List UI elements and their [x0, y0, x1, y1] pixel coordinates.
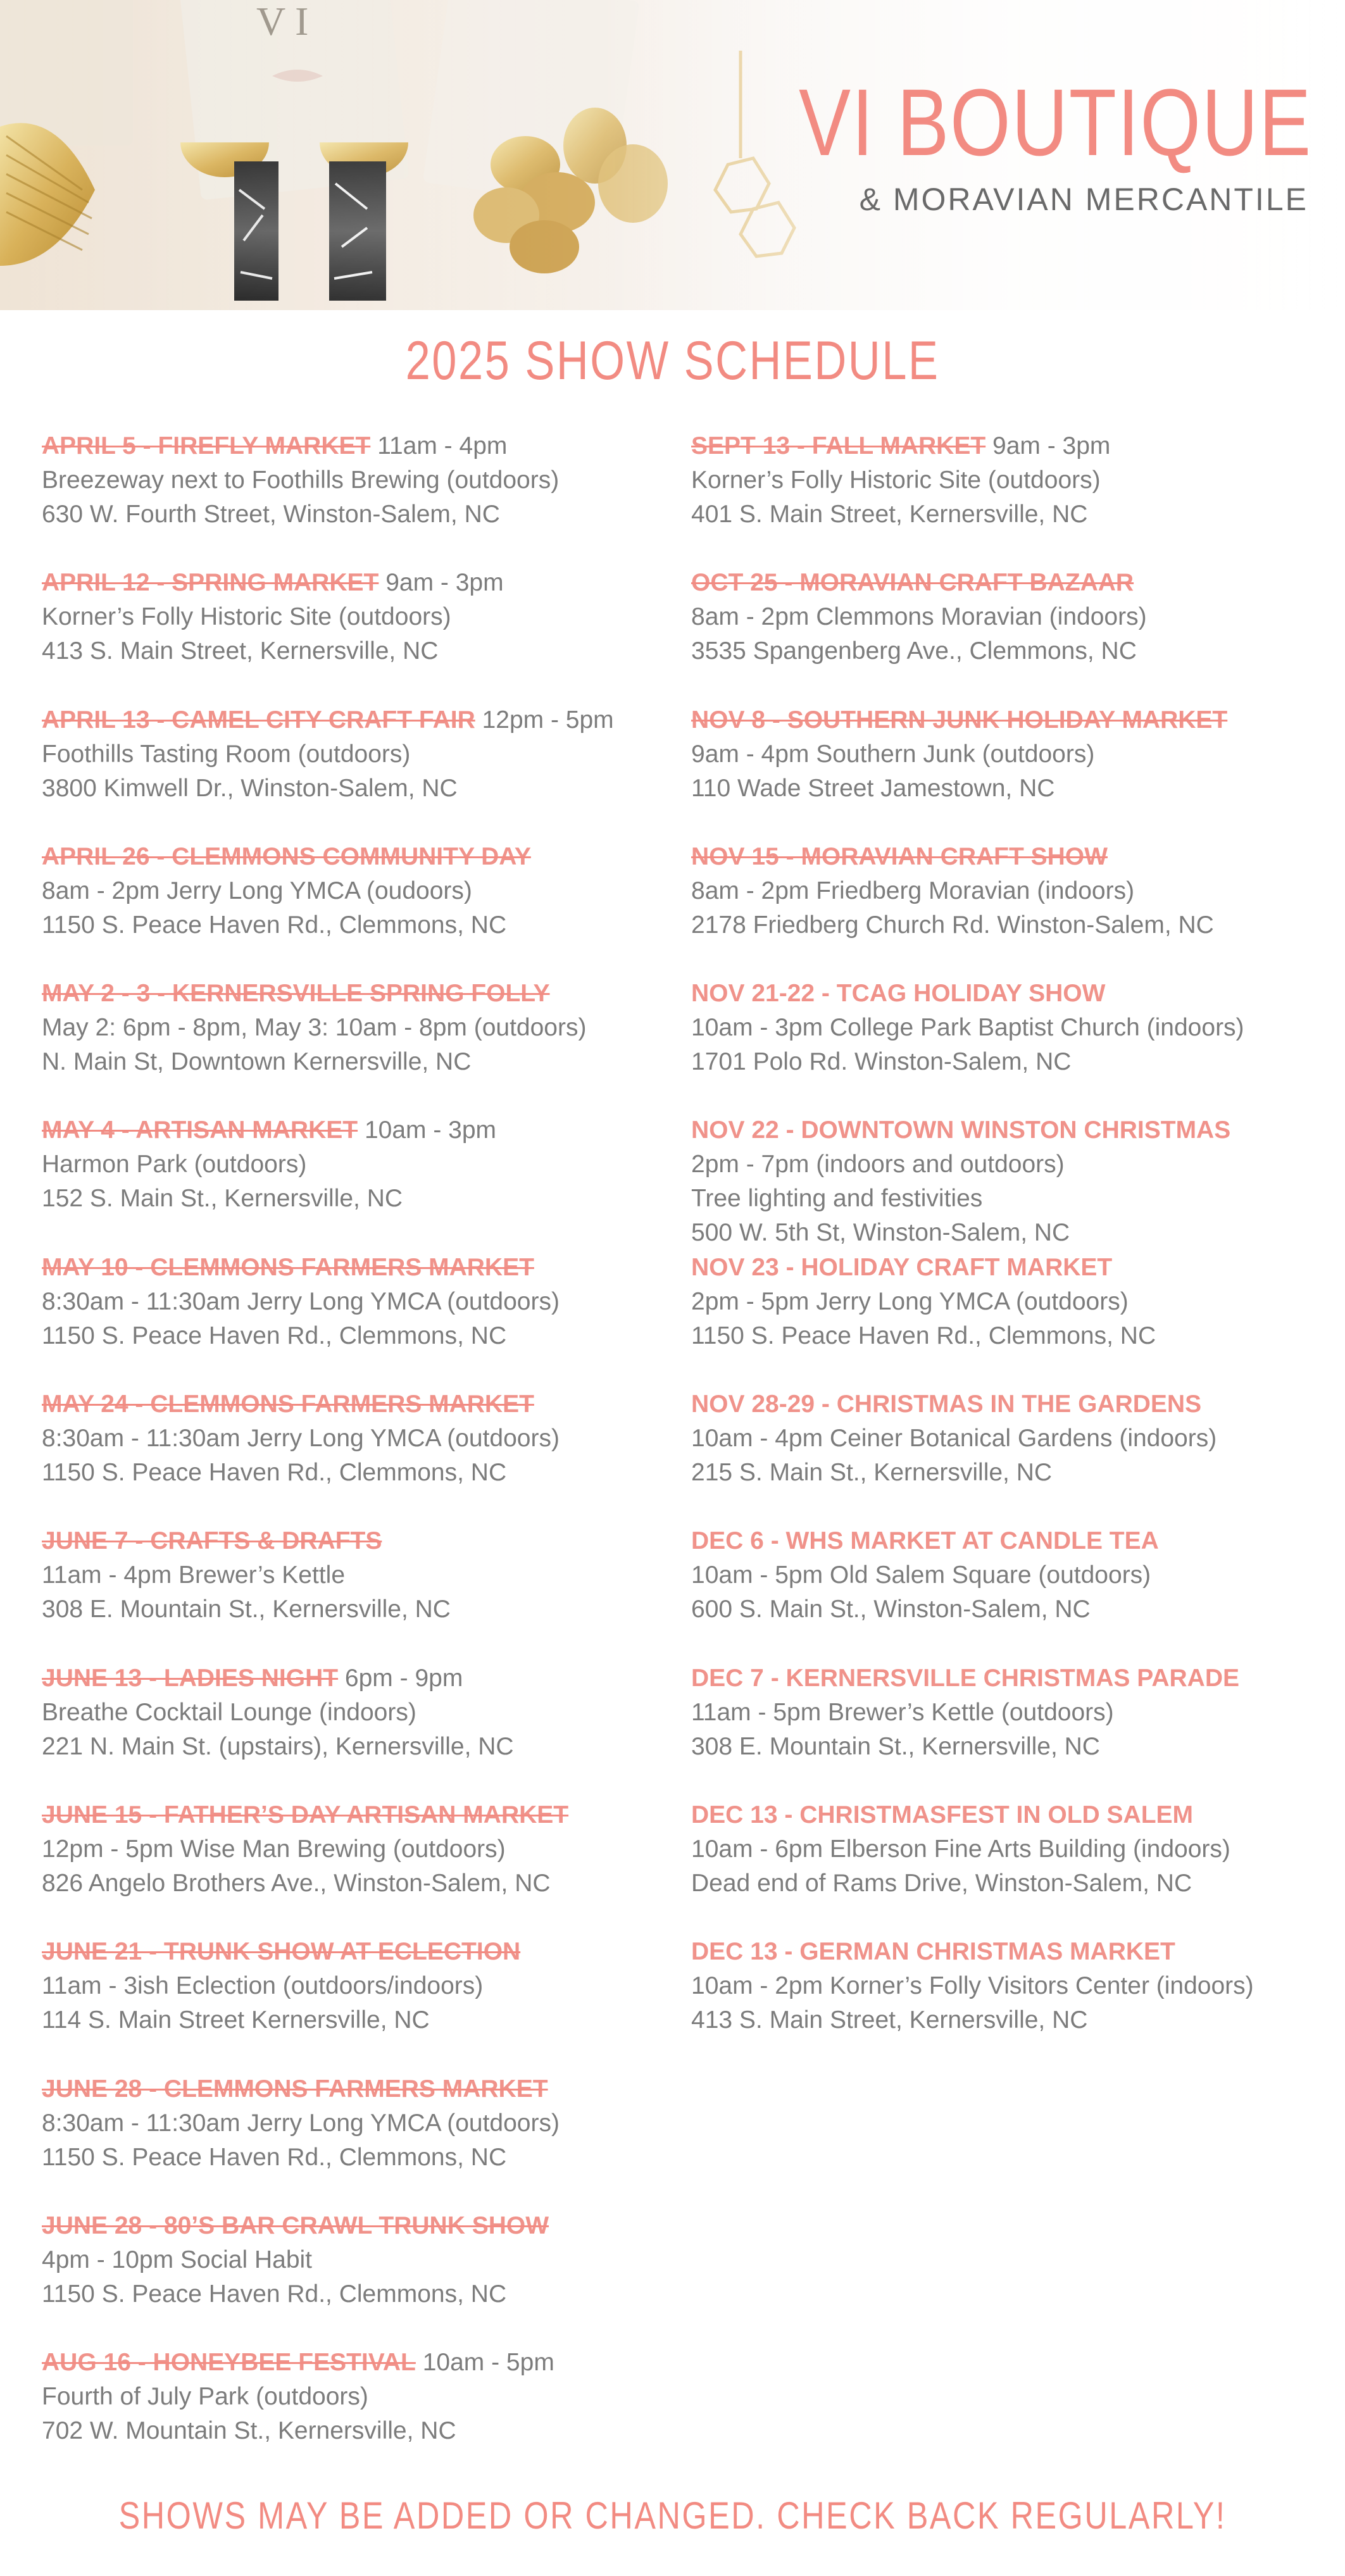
event-detail-line: 10am - 4pm Ceiner Botanical Gardens (indoors)	[691, 1425, 1217, 1453]
event-detail-line: 4pm - 10pm Social Habit	[42, 2246, 313, 2273]
schedule-event	[42, 1661, 681, 1798]
event-detail-line: 413 S. Main Street, Kernersville, NC	[42, 637, 439, 665]
event-detail-line: 10am - 6pm Elberson Fine Arts Building (indoors)	[691, 1835, 1230, 1863]
event-detail-line: Korner’s Folly Historic Site (outdoors)	[42, 603, 451, 631]
schedule-event	[42, 977, 681, 1113]
event-detail-line: 1150 S. Peace Haven Rd., Clemmons, NC	[42, 1322, 507, 1349]
event-detail-line: Breezeway next to Foothills Brewing (outdoors)	[42, 466, 560, 494]
event-heading	[691, 1661, 1330, 1696]
schedule-event	[42, 566, 681, 703]
event-detail-line: 114 S. Main Street Kernersville, NC	[42, 2006, 430, 2034]
event-time: 6pm - 9pm	[344, 1664, 463, 1692]
event-heading	[42, 703, 681, 737]
event-heading	[691, 1798, 1330, 1832]
event-detail-line: May 2: 6pm - 8pm, May 3: 10am - 8pm (outdoors)	[42, 1014, 587, 1042]
event-heading	[691, 840, 1330, 874]
schedule-event	[42, 1798, 681, 1935]
event-detail-line: 826 Angelo Brothers Ave., Winston-Salem, NC	[42, 1869, 551, 1897]
event-detail-line: 1150 S. Peace Haven Rd., Clemmons, NC	[42, 2143, 507, 2171]
event-detail-line: Dead end of Rams Drive, Winston-Salem, NC	[691, 1869, 1192, 1897]
event-detail-line: 8am - 2pm Clemmons Moravian (indoors)	[691, 603, 1147, 631]
event-detail-line: 308 E. Mountain St., Kernersville, NC	[691, 1732, 1100, 1760]
schedule-event	[691, 1113, 1330, 1250]
event-name: NOV 8 - SOUTHERN JUNK HOLIDAY MARKET	[691, 706, 1228, 734]
event-detail-line: 221 N. Main St. (upstairs), Kernersville, NC	[42, 1732, 514, 1760]
schedule-event	[691, 977, 1330, 1113]
event-detail-line: 11am - 5pm Brewer’s Kettle (outdoors)	[691, 1698, 1114, 1726]
event-name: OCT 25 - MORAVIAN CRAFT BAZAAR	[691, 569, 1134, 597]
event-detail-line: Harmon Park (outdoors)	[42, 1151, 307, 1179]
event-detail-line: Breathe Cocktail Lounge (indoors)	[42, 1698, 416, 1726]
event-heading	[691, 977, 1330, 1011]
event-name: AUG 16 - HONEYBEE FESTIVAL	[42, 2349, 416, 2377]
event-heading	[42, 2346, 681, 2380]
event-name: JUNE 21 - TRUNK SHOW AT ECLECTION	[42, 1938, 521, 1966]
event-name: JUNE 28 - CLEMMONS FARMERS MARKET	[42, 2075, 548, 2103]
event-heading	[691, 429, 1330, 463]
event-time: 9am - 3pm	[385, 569, 504, 597]
event-detail-line: 8:30am - 11:30am Jerry Long YMCA (outdoors)	[42, 1425, 560, 1453]
event-detail-line: 11am - 4pm Brewer’s Kettle	[42, 1561, 346, 1589]
event-heading	[42, 1251, 681, 1285]
event-detail-line: 8am - 2pm Jerry Long YMCA (oudoors)	[42, 877, 472, 904]
event-detail-line: 1150 S. Peace Haven Rd., Clemmons, NC	[691, 1322, 1156, 1349]
event-detail-line: 110 Wade Street Jamestown, NC	[691, 774, 1055, 802]
event-detail-line: 1701 Polo Rd. Winston-Salem, NC	[691, 1048, 1072, 1076]
event-detail-line: 401 S. Main Street, Kernersville, NC	[691, 501, 1088, 528]
schedule-event	[42, 1935, 681, 2072]
schedule-event	[42, 429, 681, 566]
event-detail-line: 3800 Kimwell Dr., Winston-Salem, NC	[42, 774, 458, 802]
event-detail-line: N. Main St, Downtown Kernersville, NC	[42, 1048, 472, 1076]
event-detail-line: 1150 S. Peace Haven Rd., Clemmons, NC	[42, 911, 507, 939]
event-name: MAY 10 - CLEMMONS FARMERS MARKET	[42, 1253, 534, 1281]
brand-title: VI BOUTIQUE	[799, 69, 1312, 175]
event-detail-line: 8:30am - 11:30am Jerry Long YMCA (outdoors)	[42, 1287, 560, 1315]
event-detail-line: 8:30am - 11:30am Jerry Long YMCA (outdoors)	[42, 2109, 560, 2137]
event-detail-line: 308 E. Mountain St., Kernersville, NC	[42, 1596, 451, 1623]
event-name: MAY 2 - 3 - KERNERSVILLE SPRING FOLLY	[42, 980, 550, 1008]
event-name: MAY 24 - CLEMMONS FARMERS MARKET	[42, 1391, 534, 1418]
event-heading	[42, 1387, 681, 1422]
schedule-event	[42, 840, 681, 977]
event-detail-line: 10am - 3pm College Park Baptist Church (indoors)	[691, 1014, 1244, 1042]
event-detail-line: 500 W. 5th St, Winston-Salem, NC	[691, 1219, 1070, 1247]
event-heading	[691, 703, 1330, 737]
event-detail-line: 215 S. Main St., Kernersville, NC	[691, 1459, 1053, 1487]
schedule-column-right	[691, 429, 1330, 2072]
event-name: DEC 13 - GERMAN CHRISTMAS MARKET	[691, 1938, 1175, 1966]
event-detail-line: 152 S. Main St., Kernersville, NC	[42, 1185, 403, 1213]
schedule-event	[42, 1113, 681, 1250]
schedule-event	[42, 1524, 681, 1661]
schedule-event	[691, 1524, 1330, 1661]
event-name: JUNE 7 - CRAFTS & DRAFTS	[42, 1527, 382, 1555]
event-detail-line: 12pm - 5pm Wise Man Brewing (outdoors)	[42, 1835, 506, 1863]
schedule-event	[691, 566, 1330, 703]
event-detail-line: 10am - 5pm Old Salem Square (outdoors)	[691, 1561, 1151, 1589]
schedule-event	[42, 2209, 681, 2346]
event-heading	[42, 1113, 681, 1147]
event-detail-line: 11am - 3ish Eclection (outdoors/indoors)	[42, 1972, 484, 2000]
event-name: NOV 22 - DOWNTOWN WINSTON CHRISTMAS	[691, 1116, 1231, 1144]
event-heading	[42, 840, 681, 874]
event-name: DEC 13 - CHRISTMASFEST IN OLD SALEM	[691, 1801, 1194, 1829]
schedule-event	[691, 1661, 1330, 1798]
schedule-event	[42, 2072, 681, 2209]
schedule-event	[42, 1387, 681, 1524]
event-name: DEC 6 - WHS MARKET AT CANDLE TEA	[691, 1527, 1159, 1555]
schedule-event	[691, 429, 1330, 566]
event-detail-line: 2pm - 7pm (indoors and outdoors)	[691, 1151, 1065, 1179]
event-time: 10am - 3pm	[364, 1116, 497, 1144]
event-heading	[42, 977, 681, 1011]
event-heading	[691, 1251, 1330, 1285]
schedule-event	[691, 840, 1330, 977]
page-title: 2025 SHOW SCHEDULE	[405, 330, 940, 391]
event-name: APRIL 12 - SPRING MARKET	[42, 569, 379, 597]
footer-notice: SHOWS MAY BE ADDED OR CHANGED. CHECK BACK REGULARLY!	[118, 2494, 1227, 2537]
event-name: APRIL 13 - CAMEL CITY CRAFT FAIR	[42, 706, 475, 734]
event-detail-line: 702 W. Mountain St., Kernersville, NC	[42, 2417, 456, 2445]
event-heading	[691, 566, 1330, 600]
event-heading	[691, 1113, 1330, 1147]
event-name: NOV 21-22 - TCAG HOLIDAY SHOW	[691, 980, 1106, 1008]
schedule-event	[691, 1387, 1330, 1524]
schedule-event	[691, 1935, 1330, 2072]
event-heading	[42, 1524, 681, 1558]
event-detail-line: 413 S. Main Street, Kernersville, NC	[691, 2006, 1088, 2034]
schedule-event	[42, 1251, 681, 1387]
event-name: APRIL 5 - FIREFLY MARKET	[42, 432, 371, 460]
brand-subtitle: & MORAVIAN MERCANTILE	[859, 182, 1308, 217]
event-heading	[691, 1524, 1330, 1558]
schedule-event	[691, 1798, 1330, 1935]
event-heading	[42, 566, 681, 600]
event-detail-line: 2178 Friedberg Church Rd. Winston-Salem, NC	[691, 911, 1214, 939]
event-detail-line: 9am - 4pm Southern Junk (outdoors)	[691, 740, 1095, 768]
event-name: NOV 28-29 - CHRISTMAS IN THE GARDENS	[691, 1391, 1202, 1418]
schedule-event	[691, 1251, 1330, 1387]
event-detail-line: Fourth of July Park (outdoors)	[42, 2383, 368, 2411]
event-time: 12pm - 5pm	[482, 706, 614, 734]
event-time: 11am - 4pm	[377, 432, 508, 460]
event-detail-line: 600 S. Main St., Winston-Salem, NC	[691, 1596, 1091, 1623]
schedule-event	[42, 2346, 681, 2482]
event-detail-line: 10am - 2pm Korner’s Folly Visitors Center (indoors)	[691, 1972, 1254, 2000]
event-name: JUNE 28 - 80’S BAR CRAWL TRUNK SHOW	[42, 2211, 549, 2239]
event-time: 9am - 3pm	[992, 432, 1111, 460]
event-detail-line: Tree lighting and festivities	[691, 1185, 983, 1213]
header-banner	[0, 0, 1345, 310]
event-name: JUNE 13 - LADIES NIGHT	[42, 1664, 339, 1692]
event-time: 10am - 5pm	[422, 2349, 554, 2377]
schedule-event	[42, 703, 681, 840]
event-heading	[42, 1935, 681, 1969]
schedule-column-left	[42, 429, 681, 2482]
event-name: DEC 7 - KERNERSVILLE CHRISTMAS PARADE	[691, 1664, 1240, 1692]
event-name: MAY 4 - ARTISAN MARKET	[42, 1116, 358, 1144]
event-detail-line: 8am - 2pm Friedberg Moravian (indoors)	[691, 877, 1135, 904]
event-detail-line: 1150 S. Peace Haven Rd., Clemmons, NC	[42, 2280, 507, 2308]
event-heading	[42, 429, 681, 463]
event-name: JUNE 15 - FATHER’S DAY ARTISAN MARKET	[42, 1801, 569, 1829]
event-heading	[691, 1387, 1330, 1422]
event-detail-line: 630 W. Fourth Street, Winston-Salem, NC	[42, 501, 500, 528]
event-heading	[42, 1798, 681, 1832]
event-name: APRIL 26 - CLEMMONS COMMUNITY DAY	[42, 842, 531, 870]
event-name: SEPT 13 - FALL MARKET	[691, 432, 986, 460]
event-heading	[691, 1935, 1330, 1969]
event-name: NOV 15 - MORAVIAN CRAFT SHOW	[691, 842, 1108, 870]
schedule-event	[691, 703, 1330, 840]
event-detail-line: 2pm - 5pm Jerry Long YMCA (outdoors)	[691, 1287, 1129, 1315]
event-detail-line: 3535 Spangenberg Ave., Clemmons, NC	[691, 637, 1137, 665]
event-heading	[42, 2209, 681, 2243]
event-name: NOV 23 - HOLIDAY CRAFT MARKET	[691, 1253, 1113, 1281]
event-detail-line: 1150 S. Peace Haven Rd., Clemmons, NC	[42, 1459, 507, 1487]
event-heading	[42, 2072, 681, 2106]
event-detail-line: Foothills Tasting Room (outdoors)	[42, 740, 411, 768]
event-detail-line: Korner’s Folly Historic Site (outdoors)	[691, 466, 1101, 494]
event-heading	[42, 1661, 681, 1696]
